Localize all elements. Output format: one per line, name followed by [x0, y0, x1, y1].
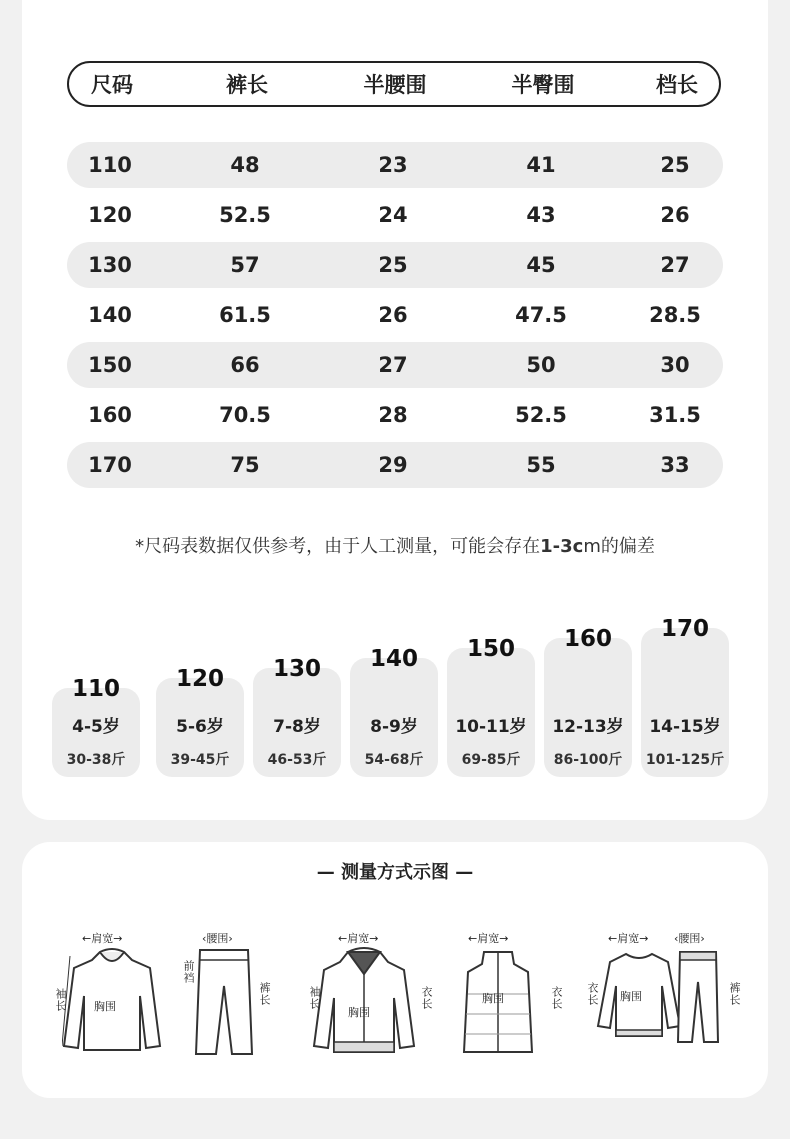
table-cell: 43 — [526, 203, 556, 227]
table-cell: 120 — [88, 203, 132, 227]
size-weight: 86-100斤 — [553, 752, 623, 768]
table-cell: 52.5 — [219, 203, 271, 227]
size-age: 12-13岁 — [552, 717, 624, 737]
pants-length-label: 裤长 — [728, 982, 741, 1006]
chest-label: 胸围 — [348, 1006, 370, 1019]
size-number: 110 — [71, 676, 120, 702]
table-cell: 55 — [526, 453, 556, 477]
table-cell: 48 — [230, 153, 260, 177]
header-half-hip: 半臀围 — [511, 73, 575, 97]
table-cell: 28 — [378, 403, 408, 427]
table-cell: 27 — [378, 353, 408, 377]
size-age: 7-8岁 — [273, 717, 321, 737]
table-cell: 45 — [526, 253, 556, 277]
size-number: 170 — [660, 616, 709, 642]
table-cell: 160 — [88, 403, 132, 427]
size-weight: 46-53斤 — [267, 752, 327, 768]
size-age: 4-5岁 — [72, 717, 120, 737]
size-badge — [156, 0, 244, 777]
size-weight: 30-38斤 — [66, 752, 126, 768]
size-age: 5-6岁 — [176, 717, 224, 737]
chest-label: 胸围 — [94, 1000, 116, 1013]
note-text: *尺码表数据仅供参考，由于人工测量，可能会存在 — [135, 536, 541, 557]
shoulder-label: ←肩宽→ — [82, 932, 123, 945]
size-age: 10-11岁 — [455, 717, 527, 737]
size-badge — [350, 0, 438, 777]
table-cell: 61.5 — [219, 303, 271, 327]
table-cell: 75 — [230, 453, 260, 477]
table-cell: 52.5 — [515, 403, 567, 427]
size-number: 150 — [466, 636, 515, 662]
joggers-icon — [676, 948, 720, 1048]
shoulder-label: ←肩宽→ — [468, 932, 509, 945]
measure-guide-card — [22, 842, 768, 1098]
waist-label: ‹腰围› — [202, 932, 233, 945]
front-rise-label: 前裆 — [182, 960, 195, 984]
table-cell: 31.5 — [649, 403, 701, 427]
body-length-label: 衣长 — [550, 986, 563, 1010]
table-cell: 33 — [660, 453, 690, 477]
table-cell: 57 — [230, 253, 260, 277]
sleeve-label: 袖长 — [54, 988, 67, 1012]
chest-label: 胸围 — [482, 992, 504, 1005]
table-cell: 23 — [378, 153, 408, 177]
size-weight: 39-45斤 — [170, 752, 230, 768]
shoulder-label: ←肩宽→ — [338, 932, 379, 945]
note-range: 1-3c — [540, 536, 584, 557]
hoodie-figure — [52, 930, 162, 1060]
header-rise: 档长 — [656, 73, 698, 97]
table-cell: 29 — [378, 453, 408, 477]
table-cell: 50 — [526, 353, 556, 377]
header-pants-length: 裤长 — [226, 73, 268, 97]
hooded-jacket-icon — [312, 946, 416, 1058]
size-badge — [544, 0, 632, 777]
measure-title: — 测量方式示图 — — [316, 862, 474, 883]
table-cell: 26 — [378, 303, 408, 327]
body-length-label: 衣长 — [586, 982, 599, 1006]
table-cell: 140 — [88, 303, 132, 327]
table-cell: 170 — [88, 453, 132, 477]
size-weight: 69-85斤 — [461, 752, 521, 768]
size-number: 130 — [272, 656, 321, 682]
size-weight: 101-125斤 — [645, 752, 725, 768]
table-cell: 30 — [660, 353, 690, 377]
pants-icon — [194, 946, 254, 1058]
header-half-waist: 半腰围 — [363, 73, 427, 97]
size-number: 120 — [175, 666, 224, 692]
pants-figure — [172, 930, 272, 1060]
body-length-label: 衣长 — [420, 986, 433, 1010]
size-badge — [52, 0, 140, 777]
size-chart-card — [22, 0, 768, 820]
jacket-figure — [300, 930, 433, 1060]
note-suffix: m的偏差 — [583, 536, 655, 557]
size-badge — [641, 0, 729, 777]
table-cell: 130 — [88, 253, 132, 277]
table-cell: 66 — [230, 353, 260, 377]
table-cell: 41 — [526, 153, 556, 177]
table-cell: 47.5 — [515, 303, 567, 327]
size-age: 14-15岁 — [649, 717, 721, 737]
sweatshirt-figure — [582, 930, 682, 1060]
table-cell: 150 — [88, 353, 132, 377]
shoulder-label: ←肩宽→ — [608, 932, 649, 945]
sleeve-label: 袖长 — [308, 986, 321, 1010]
vest-figure — [452, 930, 562, 1060]
table-cell: 25 — [378, 253, 408, 277]
size-weight: 54-68斤 — [364, 752, 424, 768]
size-badge — [447, 0, 535, 777]
table-cell: 26 — [660, 203, 690, 227]
table-cell: 25 — [660, 153, 690, 177]
size-age: 8-9岁 — [370, 717, 418, 737]
joggers-figure — [674, 930, 744, 1060]
table-cell: 28.5 — [649, 303, 701, 327]
table-cell: 110 — [88, 153, 132, 177]
size-number: 160 — [563, 626, 612, 652]
header-size: 尺码 — [91, 73, 133, 97]
table-cell: 70.5 — [219, 403, 271, 427]
pants-length-label: 裤长 — [258, 982, 271, 1006]
size-number: 140 — [369, 646, 418, 672]
table-cell: 27 — [660, 253, 690, 277]
table-cell: 24 — [378, 203, 408, 227]
size-badge — [253, 0, 341, 777]
chest-label: 胸围 — [620, 990, 642, 1003]
waist-label: ‹腰围› — [674, 932, 705, 945]
